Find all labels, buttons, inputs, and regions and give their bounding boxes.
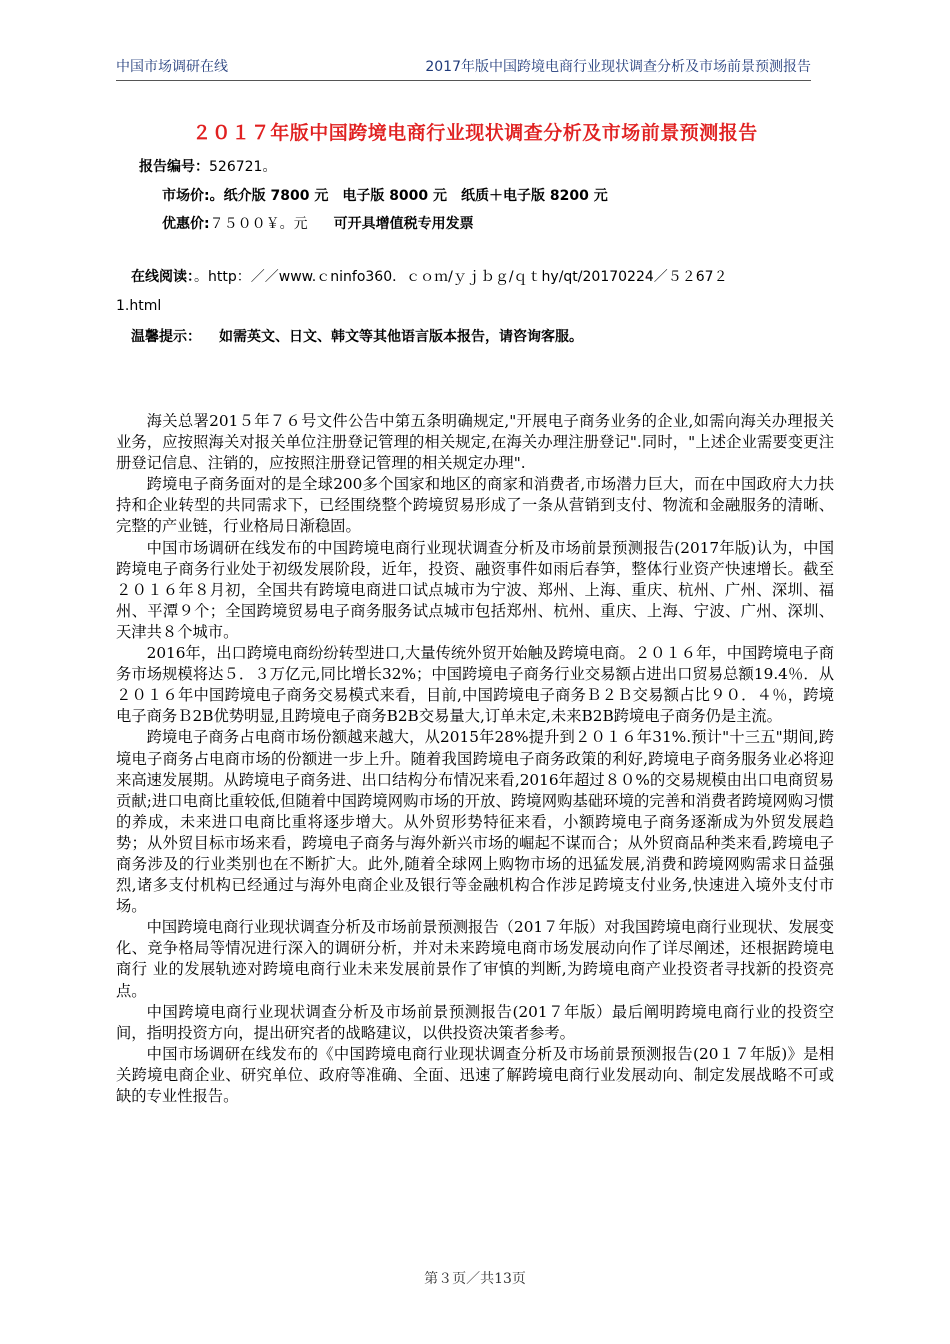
paragraph: 中国跨境电商行业现状调查分析及市场前景预测报告(201７年版）最后阐明跨境电商行业的投资空间，指明投资方向，提出研究者的战略建议，以供投资决策者参考。 — [116, 1002, 834, 1042]
online-reading-url-end[interactable]: 1.html — [116, 298, 162, 314]
paragraph: 跨境电子商务占电商市场份额越来越大，从2015年28%提升到２０１６年31%.预计"十三五"期间,跨境电子商务占电商市场的份额进一步上升。随着我国跨境电子商务政策的利好,跨境电子商务服务业必将迎来高速发展期。从跨境电子商务进、出口结构分布情况来看,2016年超过８０%的交易规模由出口电商贸易贡献;进口电商比重较低,但随着中国跨境网购市场的开放、跨境网购基础环境的完善和消费者跨境网购习惯的养成，未来进口电商比重将逐步增大。从外贸形势特征来看，小额跨境电子商务逐渐成为外贸发展趋势；从外贸目标市场来看，跨境电子商务与海外新兴市场的崛起不谋而合；从外贸商品种类来看,跨境电子商务涉及的行业类别也在不断扩大。此外,随着全球网上购物市场的迅猛发展,消费和跨境网购需求日益强烈,诸多支付机构已经通过与海外电商企业及银行等金融机构合作涉足跨境支付业务,快速进入境外支付市场。 — [116, 728, 834, 916]
header-site-name: 中国市场调研在线 — [116, 59, 228, 75]
online-reading-url-cont — [116, 298, 161, 314]
market-price-label: 市场价: — [162, 188, 210, 204]
report-number-value: 526721。 — [209, 159, 277, 175]
online-reading-url[interactable]: 。http：／／www.ｃninfo360．ｃｏｍ/ｙｊｂｇ/ｑｔhy/qt/20170224／５２67２ — [194, 269, 728, 285]
paragraph: 跨境电子商务面对的是全球200多个国家和地区的商家和消费者,市场潜力巨大，而在中国政府大力扶持和企业转型的共同需求下，已经围绕整个跨境贸易形成了一条从营销到支付、物流和金融服务的清晰、完整的产业链，行业格局日渐稳固。 — [116, 475, 834, 536]
discount-price-row — [162, 213, 474, 233]
paragraph: 中国跨境电商行业现状调查分析及市场前景预测报告（201７年版）对我国跨境电商行业现状、发展变化、竞争格局等情况进行深入的调研分析，并对未来跨境电商市场发展动向作了详尽阐述，还根据跨境电商行 业的发展轨迹对跨境电商行业未来发展前景作了审慎的判断,为跨境电商产业投资者寻找新的投资亮点。 — [116, 918, 834, 1000]
page-header — [116, 56, 811, 81]
header-report-title: 2017年版中国跨境电商行业现状调查分析及市场前景预测报告 — [425, 59, 811, 75]
tip-label: 温馨提示： — [131, 329, 201, 345]
page-number: 第３页／共13页 — [424, 1271, 526, 1287]
discount-price-value: ７５００￥。元 — [209, 216, 308, 232]
paragraph: 2016年，出口跨境电商纷纷转型进口,大量传统外贸开始触及跨境电商。２０１６年，中国跨境电子商务市场规模将达５．３万亿元,同比增长32%；中国跨境电子商务行业交易额占进出口贸易总额19.4％．从２０１６年中国跨境电子商务交易模式来看，目前,中国跨境电子商务Ｂ２Ｂ交易额占比９０．４％，跨境电子商务Ｂ2B优势明显,且跨境电子商务B2B交易量大,订单未定,未来B2B跨境电子商务仍是主流。 — [116, 644, 834, 726]
report-number-label: 报告编号： — [139, 159, 209, 175]
report-title: ２０１７年版中国跨境电商行业现状调查分析及市场前景预测报告 — [192, 122, 758, 144]
online-reading-row — [131, 266, 728, 286]
report-summary-body — [116, 411, 834, 1107]
paragraph: 中国市场调研在线发布的《中国跨境电商行业现状调查分析及市场前景预测报告(20１７年版)》是相关跨境电商企业、研究单位、政府等准确、全面、迅速了解跨境电商行业发展动向、制定发展战略不可或缺的专业性报告。 — [116, 1044, 834, 1105]
paragraph: 海关总署201５年７６号文件公告中第五条明确规定,"开展电子商务业务的企业,如需向海关办理报关业务，应按照海关对报关单位注册登记管理的相关规定,在海关办理注册登记".同时，"上述企业需要变更注册登记信息、注销的，应按照注册登记管理的相关规定办理". — [116, 412, 834, 473]
tip-text: 如需英文、日文、韩文等其他语言版本报告，请咨询客服。 — [219, 329, 583, 345]
market-price-value: 。纸介版 7800 元 电子版 8000 元 纸质＋电子版 8200 元 — [209, 188, 608, 204]
report-number-row — [139, 156, 276, 176]
invoice-note: 可开具增值税专用发票 — [333, 216, 474, 232]
paragraph: 中国市场调研在线发布的中国跨境电商行业现状调查分析及市场前景预测报告(2017年版)认为，中国跨境电子商务行业处于初级发展阶段，近年，投资、融资事件如雨后春笋，整体行业资产快速增长。截至２０１６年８月初，全国共有跨境电商进口试点城市为宁波、郑州、上海、重庆、杭州、广州、深圳、福州、平潭９个；全国跨境贸易电子商务服务试点城市包括郑州、杭州、重庆、上海、宁波、广州、深圳、天津共８个城市。 — [116, 538, 834, 641]
discount-price-label: 优惠价: — [162, 216, 210, 232]
market-price-row — [162, 185, 608, 205]
online-reading-label: 在线阅读： — [131, 269, 194, 285]
tip-row — [131, 326, 583, 346]
